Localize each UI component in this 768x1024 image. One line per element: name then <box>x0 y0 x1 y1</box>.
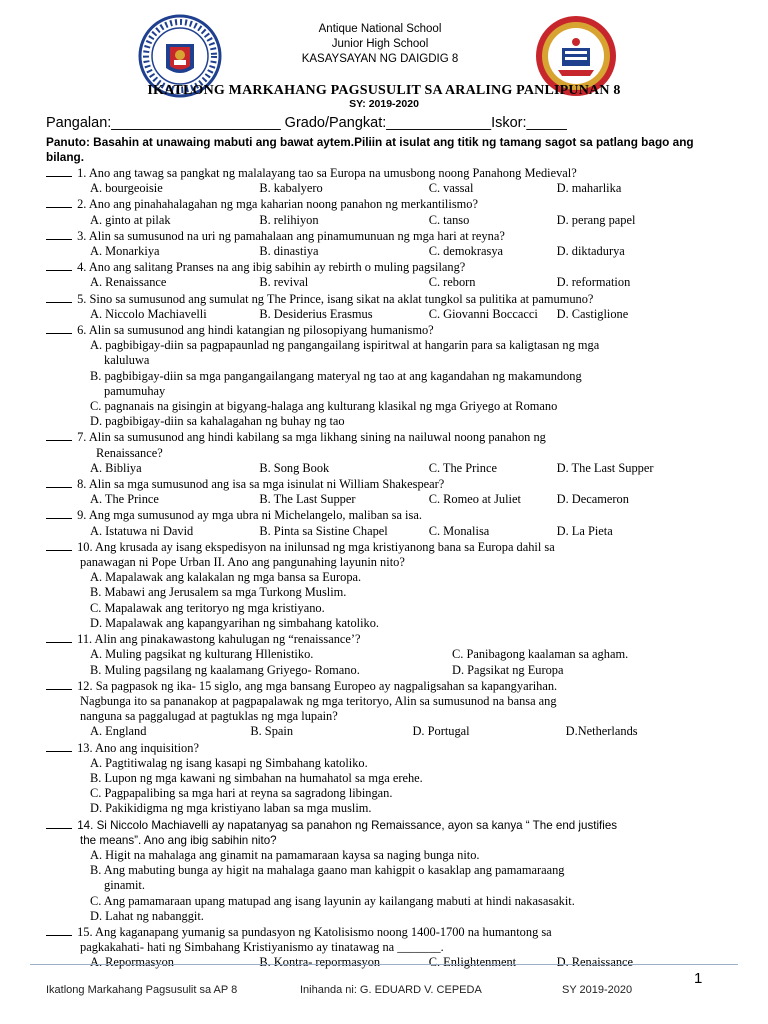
question-7 <box>46 429 726 476</box>
question-9 <box>46 507 726 538</box>
choice-a: A. ginto at pilak <box>90 212 171 227</box>
subject-name: KASAYSAYAN NG DAIGDIG 8 <box>301 53 459 65</box>
answer-blank[interactable] <box>46 740 72 752</box>
choice-d: D. The Last Supper <box>556 460 654 475</box>
question-stem: 7. Alin sa sumusunod ang hindi kabilang sa mga likhang sining na nailuwal noong panahon ng <box>77 430 546 445</box>
footer-exam-name: Ikatlong Markahang Pagsusulit sa AP 8 <box>46 984 238 996</box>
answer-blank[interactable] <box>46 228 72 240</box>
choice-a: A. Higit na mahalaga ang ginamit na pamamaraan kaysa sa naging bunga nito. <box>90 847 480 862</box>
choice-d-portugal: D. Portugal <box>412 724 470 739</box>
question-stem: 12. Sa pagpasok ng ika- 15 siglo, ang mga bansang Europeo ay nagpaligsahan sa kapangyarihan. <box>77 678 558 693</box>
choice-b: B. Muling pagsilang ng kaalamang Griyego- Romano. <box>90 662 360 677</box>
footer-divider <box>30 964 738 965</box>
choice-b: B. Spain <box>250 724 294 739</box>
question-3 <box>46 228 726 259</box>
answer-blank[interactable] <box>46 259 72 271</box>
question-5 <box>46 291 726 322</box>
question-stem-continued: Nagbunga ito sa pananakop at pagpapalawak ng mga teritoryo, Alin sa sumusunod na bansa ang <box>80 693 557 708</box>
question-stem: 1. Ano ang tawag sa pangkat ng malalayang tao sa Europa na umusbong noong Panahong Medieval? <box>77 166 577 180</box>
choice-b: B. Song Book <box>259 460 330 475</box>
choice-a: A. Muling pagsikat ng kulturang Hllenistiko. <box>90 647 314 662</box>
choice-d: D. La Pieta <box>556 523 613 538</box>
choice-d: D. perang papel <box>556 212 636 227</box>
choice-d: D. Castiglione <box>556 306 629 321</box>
choice-b-continued: ginamit. <box>104 878 145 893</box>
choice-c: C. Giovanni Boccacci <box>428 306 538 321</box>
choice-a: A. Pagtitiwalag ng isang kasapi ng Simbahang katoliko. <box>90 755 368 770</box>
school-level: Junior High School <box>331 38 429 50</box>
question-1 <box>46 165 726 196</box>
question-stem-continued: the means”. Ano ang ibig sabihin nito? <box>80 833 277 847</box>
question-stem-continued: Renaissance? <box>96 445 163 460</box>
student-info-line <box>46 115 746 131</box>
choice-b: B. Ang mabuting bunga ay higit na mahalaga gaano man kahigpit o kasaklap ang pamamaraang <box>90 863 565 878</box>
choice-b: B. relihiyon <box>259 212 319 227</box>
school-year: SY: 2019-2020 <box>349 98 419 110</box>
choice-d: D. diktadurya <box>556 244 625 259</box>
choice-c: C. The Prince <box>428 460 497 475</box>
choice-c: C. vassal <box>428 181 474 196</box>
choice-b: B. dinastiya <box>259 244 319 259</box>
choice-d: D. pagbibigay-diin sa kahalagahan ng buhay ng tao <box>90 414 345 429</box>
choice-a: A. Mapalawak ang kalakalan ng mga bansa sa Europa. <box>90 570 362 585</box>
choice-d: D. Lahat ng nabanggit. <box>90 908 204 923</box>
question-stem-continued-2: nanguna sa paggalugad at pagtuklas ng mga lupain? <box>80 709 338 724</box>
choice-c: C. Panibagong kaalaman sa agham. <box>452 647 629 662</box>
question-stem-continued: panawagan ni Pope Urban II. Ano ang pangunahing layunin nito? <box>80 555 405 570</box>
choice-b: B. revival <box>259 275 309 290</box>
choice-d: D. reformation <box>556 275 631 290</box>
question-stem: 3. Alin sa sumusunod na uri ng pamahalaan ang pinamumunuan ng mga hari at reyna? <box>77 228 505 243</box>
choice-c: C. demokrasya <box>428 244 504 259</box>
question-13 <box>46 740 726 817</box>
question-6 <box>46 322 726 429</box>
question-stem: 14. Si Niccolo Machiavelli ay napatanyag sa panahon ng Remaissance, ayon sa kanya “ The end justifies <box>77 818 618 832</box>
choice-a: A. Niccolo Machiavelli <box>90 306 207 321</box>
choice-c: C. Romeo at Juliet <box>428 492 521 507</box>
choice-d: D. Pagsikat ng Europa <box>452 662 564 677</box>
answer-blank[interactable] <box>46 322 72 334</box>
choice-b: B. pagbibigay-diin sa mga pangangailangang materyal ng tao at ang kagandahan ng makamundong <box>90 368 582 383</box>
choice-a: A. bourgeoisie <box>90 181 163 196</box>
choice-d: D. Mapalawak ang kapangyarihan ng simbahang katoliko. <box>90 615 380 630</box>
choice-b-continued: pamumuhay <box>104 383 166 398</box>
choice-d: D. maharlika <box>556 181 622 196</box>
question-stem: 2. Ano ang pinahahalagahan ng mga kaharian noong panahon ng merkantilismo? <box>77 197 478 212</box>
question-stem: 5. Sino sa sumusunod ang sumulat ng The Prince, isang sikat na aklat tungkol sa pulitika at pamumuno? <box>77 291 594 306</box>
question-stem: 4. Ano ang salitang Pranses na ang ibig sabihin ay rebirth o muling pagsilang? <box>77 260 466 275</box>
answer-blank[interactable] <box>46 165 72 177</box>
choice-c: C. Pagpapalibing sa mga hari at reyna sa sagradong libingan. <box>90 786 393 801</box>
question-11 <box>46 631 726 678</box>
score-field[interactable]: Iskor:_____ <box>491 115 567 131</box>
choice-c: C. reborn <box>428 275 476 290</box>
answer-blank[interactable] <box>46 631 72 643</box>
answer-blank[interactable] <box>46 539 72 551</box>
answer-blank[interactable] <box>46 507 72 519</box>
choice-d: D. Decameron <box>556 492 629 507</box>
question-stem: 15. Ang kaganapang yumanig sa pundasyon ng Katolisismo noong 1400-1700 na humantong sa <box>77 924 552 939</box>
instructions: Panuto: Basahin at unawaing mabuti ang bawat aytem.Piliin at isulat ang titik ng tamang sagot sa patlang bago ang bilang. <box>46 135 694 164</box>
question-list <box>46 165 726 971</box>
answer-blank[interactable] <box>46 678 72 690</box>
choice-a: A. pagbibigay-diin sa pagpapaunlad ng pangangailang ispiritwal at hangarin para sa kaligtasan ng mga <box>90 338 600 353</box>
choice-d: D.Netherlands <box>565 724 638 739</box>
choice-b: B. The Last Supper <box>259 492 356 507</box>
page-number: 1 <box>694 970 703 987</box>
choice-c: C. Mapalawak ang teritoryo ng mga kristiyano. <box>90 600 325 615</box>
question-stem: 9. Ang mga sumusunod ay mga ubra ni Michelangelo, maliban sa isa. <box>77 508 422 523</box>
footer-prepared-by: Inihanda ni: G. EDUARD V. CEPEDA <box>300 984 482 996</box>
answer-blank[interactable] <box>46 429 72 441</box>
choice-c: C. pagnanais na gisingin at bigyang-halaga ang kulturang klasikal ng mga Griyego at Romano <box>90 399 558 414</box>
question-12 <box>46 678 726 740</box>
school-header <box>230 22 530 67</box>
choice-a: A. England <box>90 724 147 739</box>
grade-section-field[interactable]: Grado/Pangkat:_____________ <box>280 115 492 131</box>
question-stem: 11. Alin ang pinakawastong kahulugan ng “renaissance’? <box>77 632 361 647</box>
choice-a: A. Renaissance <box>90 275 167 290</box>
question-4 <box>46 259 726 290</box>
choice-a: A. Monarkiya <box>90 244 160 259</box>
choice-a: A. Repormasyon <box>90 955 174 970</box>
choice-d: D. Pakikidigma ng mga kristiyano laban sa mga muslim. <box>90 801 372 816</box>
choice-b: B. kabalyero <box>259 181 323 196</box>
choice-c: C. Ang pamamaraan upang matupad ang isang layunin ay kailangang mabuti at hindi nakasasakit. <box>90 893 575 908</box>
choice-c: C. tanso <box>428 212 470 227</box>
footer-school-year: SY 2019-2020 <box>562 984 633 996</box>
choice-b: B. Pinta sa Sistine Chapel <box>259 523 388 538</box>
choice-a-continued: kaluluwa <box>104 353 150 368</box>
choice-b: B. Kontra- repormasyon <box>259 955 381 970</box>
question-14 <box>46 817 726 924</box>
choice-b: B. Desiderius Erasmus <box>259 306 373 321</box>
question-stem: 10. Ang krusada ay isang ekspedisyon na inilunsad ng mga kristiyanong bana sa Europa dahil sa <box>77 539 555 554</box>
question-stem: 6. Alin sa sumusunod ang hindi katangian ng pilosopiyang humanismo? <box>77 323 434 338</box>
name-field[interactable]: Pangalan:_____________________ <box>46 115 281 131</box>
choice-c: C. Enlightenment <box>428 955 517 970</box>
answer-blank[interactable] <box>46 476 72 488</box>
choice-b: B. Lupon ng mga kawani ng simbahan na humahatol sa mga erehe. <box>90 770 423 785</box>
exam-title: IKATLONG MARKAHANG PAGSUSULIT SA ARALING PANLIPUNAN 8 <box>147 83 621 98</box>
answer-blank[interactable] <box>46 291 72 303</box>
choice-d: D. Renaissance <box>556 955 634 970</box>
choice-b: B. Mabawi ang Jerusalem sa mga Turkong Muslim. <box>90 585 347 600</box>
question-stem: 13. Ano ang inquisition? <box>77 740 199 755</box>
question-10 <box>46 539 726 631</box>
choice-a: A. Bibliya <box>90 460 142 475</box>
answer-blank[interactable] <box>46 817 72 829</box>
question-stem-continued: pagkakahati- hati ng Simbahang Kristiyanismo ay tinatawag na _______. <box>80 940 444 955</box>
answer-blank[interactable] <box>46 196 72 208</box>
question-8 <box>46 476 726 507</box>
question-2 <box>46 196 726 227</box>
choice-a: A. Istatuwa ni David <box>90 523 194 538</box>
answer-blank[interactable] <box>46 924 72 936</box>
school-name: Antique National School <box>318 23 442 35</box>
question-stem: 8. Alin sa mga sumusunod ang isa sa mga isinulat ni William Shakespear? <box>77 477 445 492</box>
choice-a: A. The Prince <box>90 492 159 507</box>
choice-c: C. Monalisa <box>428 523 490 538</box>
